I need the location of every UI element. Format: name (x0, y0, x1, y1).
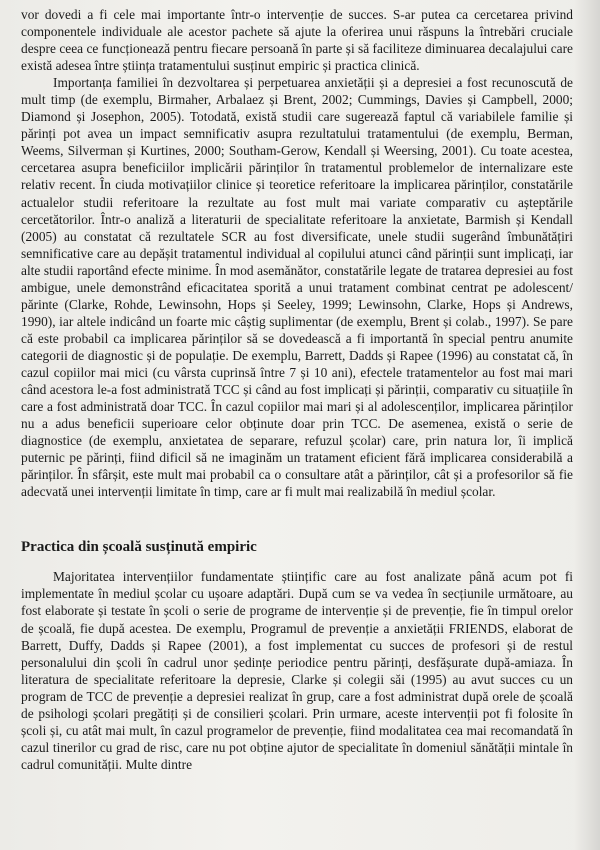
section-heading: Practica din școală susținută empiric (21, 539, 257, 556)
section-spacer (21, 500, 573, 538)
paragraph-family-importance: Importanța familiei în dezvoltarea și perpetuarea anxietății și a depresiei a fost recunoscută de mult timp (de exemplu, Birmaher, Arbalaez și Brent, 2002; Cummings, Davies și Campbell, 2000; Diamond și Josephon, 2005). Totodată, există studii care sugerează faptul că variabilele familie și părinți pot avea un impact semnificativ asupra rezultatului tratamentului (de exemplu, Berman, Weems, Silverman și Kurtines, 2000; Southam-Gerow, Kendall și Weersing, 2001). Cu toate acestea, cercetarea asupra beneficiilor implicării părinților în tratamentul problemelor de internalizare este relativ recent. În ciuda motivațiilor clinice și teoretice referitoare la implicarea părinților, constatările actualelor studii referitoare la rezultate au fost mult mai variate comparativ cu așteptările cercetătorilor. Într-o analiză a literaturii de specialitate referitoare la anxietate, Barmish și Kendall (2005) au constatat că rezultatele SCR au fost diversificate, unele studii sugerând îmbunătățiri semnificative care au depășit tratamentul individual al copilului atunci când părinții sunt implicați, iar alte studii raportând efecte minime. În mod asemănător, constatările legate de tratarea depresiei au fost ambigue, unele demonstrând eficacitatea sporită a unui tratament combinat centrat pe adolescent/ părinte (Clarke, Rohde, Lewinsohn, Hops și Seeley, 1999; Lewinsohn, Clarke, Hops și Andrews, 1990), iar altele indicând un foarte mic câștig suplimentar (de exemplu, Brent și colab., 1997). Se pare că este probabil ca implicarea părinților să se dovedească a fi importantă în special pentru anumite categorii de diagnostic și de populație. De exemplu, Barrett, Dadds și Rapee (1996) au constatat că, în cazul copiilor mai mici (cu vârsta cuprinsă între 7 și 10 ani), efectele tratamentelor au fost mai mari când acestora le-a fost administrată TCC și când au fost implicați și părinții, comparativ cu situațiile în care a fost administrată doar TCC. În cazul copiilor mai mari și al adolescenților, implicarea părinților nu a adus beneficii superioare celor obținute doar prin TCC. De asemenea, există o serie de diagnostice (de exemplu, anxietatea de separare, refuzul școlar) care, prin natura lor, îi implică puternic pe părinți, fiind dificil să ne imaginăm un tratament eficient fără implicarea considerabilă a părinților. În sfârșit, este mult mai probabil ca o consultare atât a părinților, cât și a profesorilor să fie adecvată unei intervenții limitate în timp, care ar fi mult mai realizabilă în mediul școlar. (21, 75, 573, 500)
paragraph-continued: vor dovedi a fi cele mai importante într-o intervenție de succes. S-ar putea ca cercetarea privind componentele individuale ale acestor pachete să ajute la oferirea unui răspuns la întrebări cruciale despre ceea ce funcționează pentru fiecare persoană în parte și să faciliteze diminuarea decalajului care există adesea între știința tratamentului susținut empiric și practica clinică. (21, 7, 573, 74)
page-edge-shadow (574, 0, 600, 850)
paragraph-school-practice: Majoritatea intervențiilor fundamentate științific care au fost analizate până acum pot fi implementate în mediul școlar cu ușoare adaptări. După cum se va vedea în secțiunile următoare, au fost elaborate și testate în școli o serie de programe de intervenție și de prevenție, fie în timpul orelor de școală, fie după acestea. De exemplu, Programul de prevenție a anxietății FRIENDS, elaborat de Barrett, Duffy, Dadds și Rapee (2001), a fost implementat cu succes de profesori și de restul personalului din școli în cadrul unor ședințe periodice pentru părinți, desfășurate după-amiaza. În literatura de specialitate referitoare la depresie, Clarke și colegii săi (1995) au avut succes cu un program de TCC de prevenție a depresiei realizat în grup, care a fost administrat după orele de școală de psihologi școlari pregătiți și de consilieri școlari. Prin urmare, aceste intervenții pot fi folosite în școli și, cu atât mai mult, în cazul programelor de prevenție, fiind modalitatea cea mai recomandată în cazul tinerilor cu grad de risc, care nu pot obține ajutor de specialitate în domeniul sănătății mintale în cadrul comunității. Multe dintre (21, 569, 573, 772)
page-text (21, 6, 573, 773)
